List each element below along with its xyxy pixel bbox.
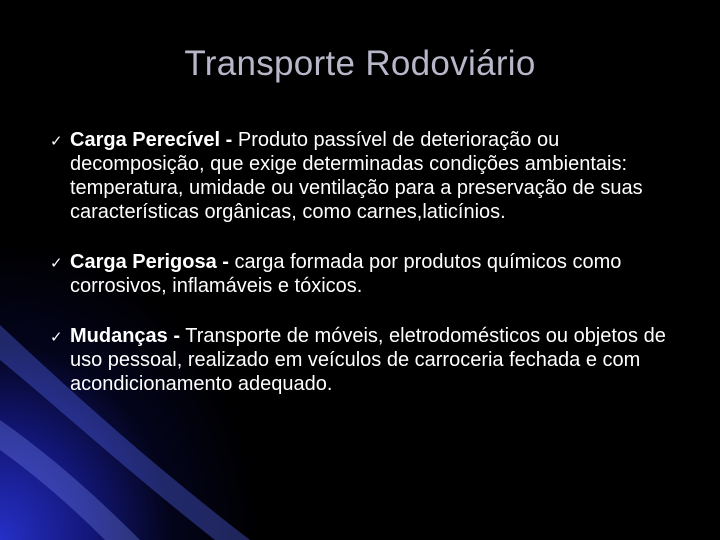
check-icon: ✓: [50, 254, 63, 272]
slide-title: Transporte Rodoviário: [184, 44, 536, 83]
bullet-term: Carga Perigosa -: [70, 251, 229, 273]
check-icon: ✓: [50, 328, 63, 346]
bullet-text: Produto passível de deterioração ou decomposição, que exige determinadas condições ambientais: temperatura, umidade ou ventilação para a preservação de suas características orgânicas, como carnes,laticínios.: [70, 129, 643, 223]
bullet-term: Mudanças -: [70, 325, 181, 347]
bullet-item-mudancas: [50, 324, 690, 396]
bullet-text: Transporte de móveis, eletrodomésticos ou objetos de uso pessoal, realizado em veículos de carroceria fechada e com acondicionamento adequado.: [70, 325, 666, 395]
bullet-list: [50, 128, 690, 396]
bullet-text: carga formada por produtos químicos como corrosivos, inflamáveis e tóxicos.: [70, 251, 622, 297]
bullet-item-carga-perecivel: [50, 128, 690, 224]
check-icon: ✓: [50, 132, 63, 150]
bullet-item-carga-perigosa: [50, 250, 690, 298]
bullet-term: Carga Perecível -: [70, 129, 233, 151]
